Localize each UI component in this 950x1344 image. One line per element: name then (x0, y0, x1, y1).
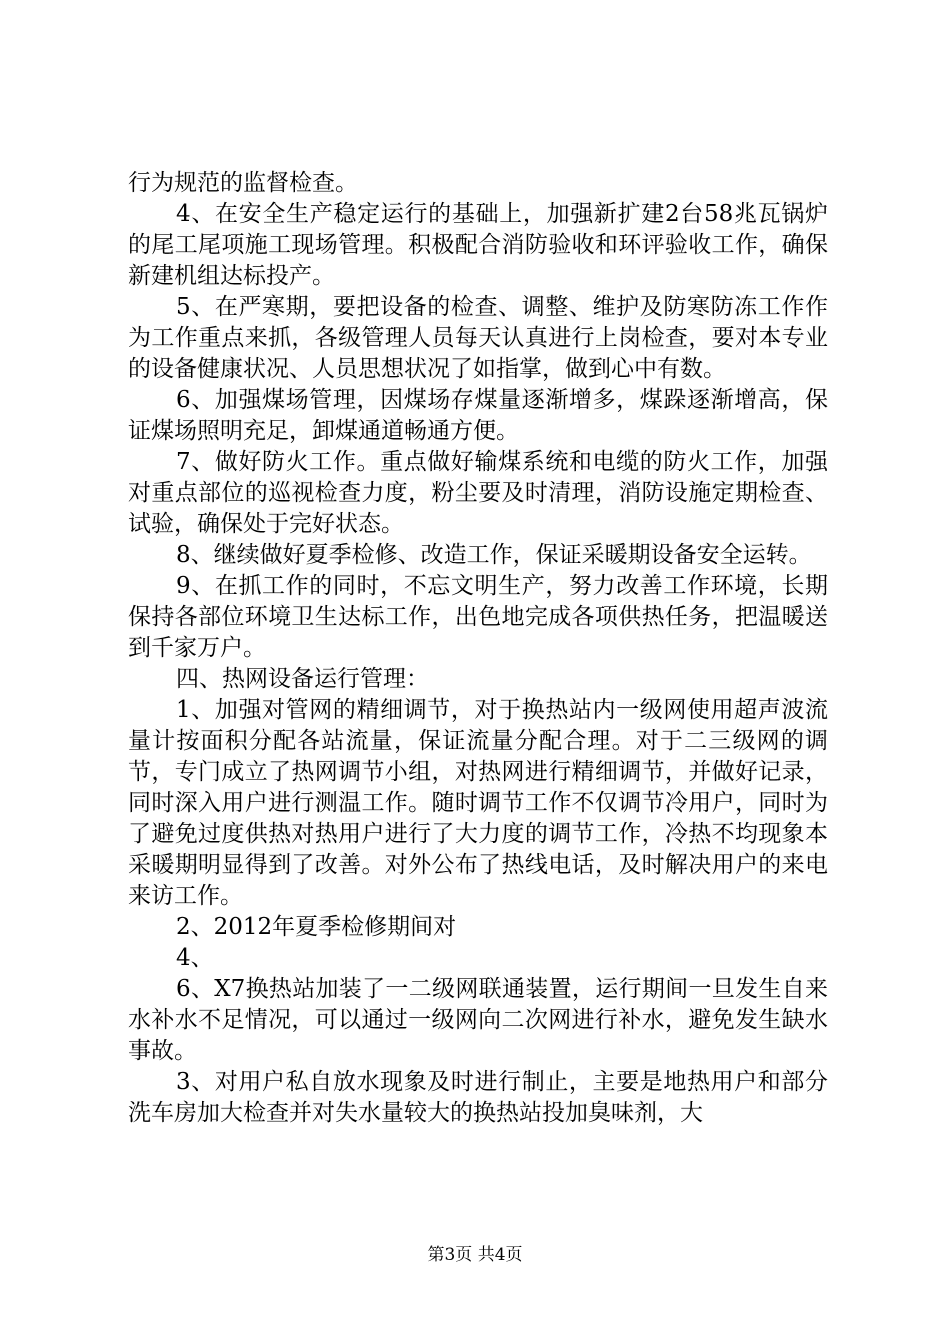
paragraph: 6、X7换热站加装了一二级网联通装置，运行期间一旦发生自来水补水不足情况，可以通过一级网向二次网进行补水，避免发生缺水事故。 (128, 976, 828, 1064)
section-heading: 四、热网设备运行管理： (176, 666, 429, 692)
document-body (128, 168, 828, 1129)
page-number: 第3页 共4页 (427, 1245, 523, 1265)
paragraph: 4、 (176, 945, 214, 971)
paragraph: 6、加强煤场管理，因煤场存煤量逐渐增多，煤跺逐渐增高，保证煤场照明充足，卸煤通道畅通方便。 (128, 387, 828, 444)
paragraph: 8、继续做好夏季检修、改造工作，保证采暖期设备安全运转。 (176, 542, 812, 568)
paragraph: 4、在安全生产稳定运行的基础上，加强新扩建2台58兆瓦锅炉的尾工尾项施工现场管理。积极配合消防验收和环评验收工作，确保新建机组达标投产。 (128, 201, 828, 289)
paragraph: 1、加强对管网的精细调节，对于换热站内一级网使用超声波流量计按面积分配各站流量，保证流量分配合理。对于二三级网的调节，专门成立了热网调节小组，对热网进行精细调节，并做好记录，同时深入用户进行测温工作。随时调节工作不仅调节冷用户，同时为了避免过度供热对热用户进行了大力度的调节工作，冷热不均现象本采暖期明显得到了改善。对外公布了热线电话，及时解决用户的来电来访工作。 (128, 697, 828, 909)
paragraph: 3、对用户私自放水现象及时进行制止，主要是地热用户和部分洗车房加大检查并对失水量较大的换热站投加臭味剂，大 (128, 1069, 828, 1126)
paragraph: 行为规范的监督检查。 (128, 170, 358, 196)
paragraph: 9、在抓工作的同时，不忘文明生产，努力改善工作环境，长期保持各部位环境卫生达标工作，出色地完成各项供热任务，把温暖送到千家万户。 (128, 573, 828, 661)
paragraph: 5、在严寒期，要把设备的检查、调整、维护及防寒防冻工作作为工作重点来抓，各级管理人员每天认真进行上岗检查，要对本专业的设备健康状况、人员思想状况了如指掌，做到心中有数。 (128, 294, 828, 382)
paragraph: 7、做好防火工作。重点做好输煤系统和电缆的防火工作，加强对重点部位的巡视检查力度，粉尘要及时清理，消防设施定期检查、试验，确保处于完好状态。 (128, 449, 828, 537)
paragraph: 2、2012年夏季检修期间对 (176, 914, 457, 940)
